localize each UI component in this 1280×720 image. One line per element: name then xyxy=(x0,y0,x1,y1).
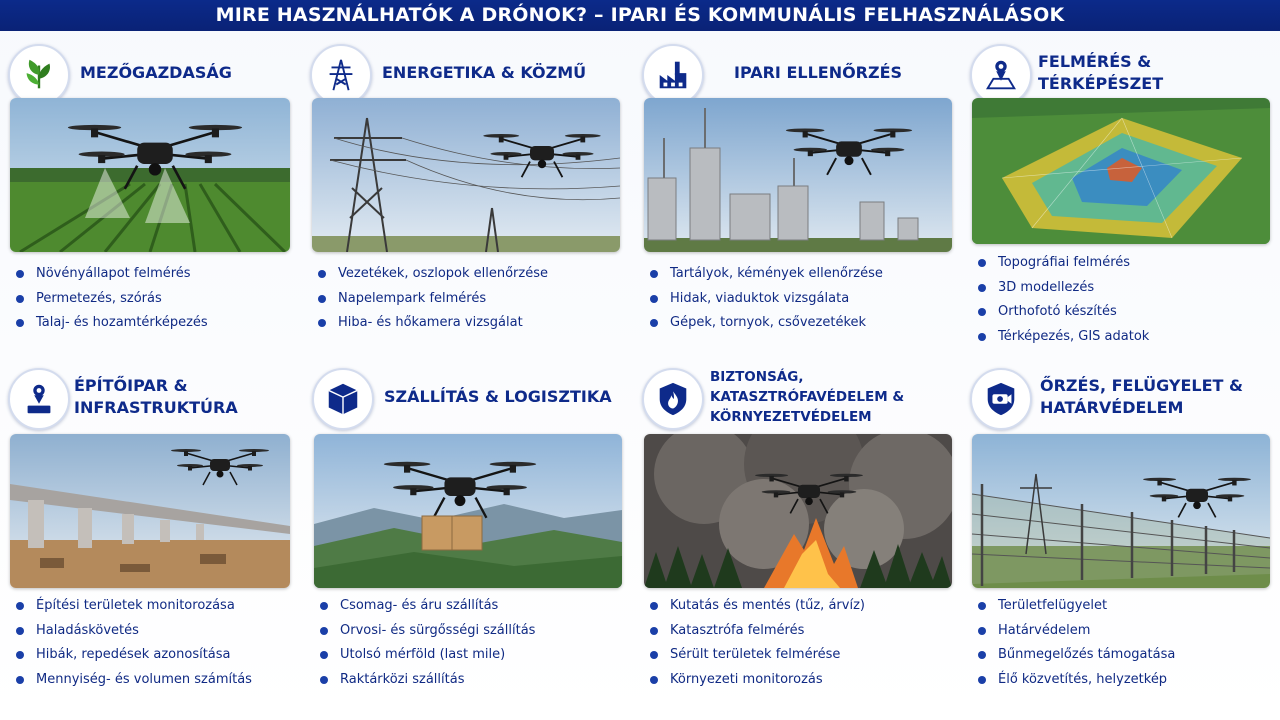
map-pin-icon xyxy=(970,44,1032,106)
card-title: MEZŐGAZDASÁG xyxy=(80,63,232,82)
list-item: Élő közvetítés, helyzetkép xyxy=(976,670,1175,695)
list-item: Mennyiség- és volumen számítás xyxy=(14,670,252,695)
card-title: ŐRZÉS, FELÜGYELET & HATÁRVÉDELEM xyxy=(1040,376,1243,417)
list-item: Területfelügyelet xyxy=(976,596,1175,621)
list-item: Növényállapot felmérés xyxy=(14,264,208,289)
security-camera-icon xyxy=(970,368,1032,430)
list-item: Hibák, repedések azonosítása xyxy=(14,645,252,670)
list-item: Utolsó mérföld (last mile) xyxy=(318,645,535,670)
list-item: Permetezés, szórás xyxy=(14,289,208,314)
list-item: Orvosi- és sürgősségi szállítás xyxy=(318,621,535,646)
list-item: Hidak, viaduktok vizsgálata xyxy=(648,289,883,314)
card-title: SZÁLLÍTÁS & LOGISZTIKA xyxy=(384,387,612,406)
card-title: BIZTONSÁG, KATASZTRÓFAVÉDELEM & KÖRNYEZETVÉDELEM xyxy=(710,369,905,425)
list-item: Haladáskövetés xyxy=(14,621,252,646)
power-line-drone-photo xyxy=(312,98,620,252)
delivery-drone-photo xyxy=(314,434,622,588)
shield-flame-icon xyxy=(642,368,704,430)
list-item: Tartályok, kémények ellenőrzése xyxy=(648,264,883,289)
industrial-plant-drone-photo xyxy=(644,98,952,252)
power-tower-icon xyxy=(310,44,372,106)
card-title: ÉPÍTŐIPAR & INFRASTRUKTÚRA xyxy=(74,376,238,417)
list-item: Csomag- és áru szállítás xyxy=(318,596,535,621)
factory-icon xyxy=(642,44,704,106)
list-item: Környezeti monitorozás xyxy=(648,670,865,695)
list-item: Orthofotó készítés xyxy=(976,302,1149,327)
page-title: MIRE HASZNÁLHATÓK A DRÓNOK? – IPARI ÉS KOMMUNÁLIS FELHASZNÁLÁSOK xyxy=(0,0,1280,31)
leaf-icon xyxy=(8,44,70,106)
list-item: Talaj- és hozamtérképezés xyxy=(14,313,208,338)
list-item: 3D modellezés xyxy=(976,278,1149,303)
list-item: Hiba- és hőkamera vizsgálat xyxy=(316,313,548,338)
border-fence-drone-photo xyxy=(972,434,1270,588)
list-item: Építési területek monitorozása xyxy=(14,596,252,621)
list-item: Raktárközi szállítás xyxy=(318,670,535,695)
card-title: FELMÉRÉS & TÉRKÉPÉSZET xyxy=(1038,52,1164,93)
list-item: Napelempark felmérés xyxy=(316,289,548,314)
card-title: IPARI ELLENŐRZÉS xyxy=(734,63,903,82)
list-item: Sérült területek felmérése xyxy=(648,645,865,670)
list-item: Bűnmegelőzés támogatása xyxy=(976,645,1175,670)
construction-bridge-photo xyxy=(10,434,290,588)
construction-pin-icon xyxy=(8,368,70,430)
list-item: Topográfiai felmérés xyxy=(976,253,1149,278)
wildfire-drone-photo xyxy=(644,434,952,588)
card-title: ENERGETIKA & KÖZMŰ xyxy=(382,63,587,82)
list-item: Vezetékek, oszlopok ellenőrzése xyxy=(316,264,548,289)
list-item: Kutatás és mentés (tűz, árvíz) xyxy=(648,596,865,621)
package-box-icon xyxy=(312,368,374,430)
list-item: Térképezés, GIS adatok xyxy=(976,327,1149,352)
list-item: Katasztrófa felmérés xyxy=(648,621,865,646)
list-item: Határvédelem xyxy=(976,621,1175,646)
list-item: Gépek, tornyok, csővezetékek xyxy=(648,313,883,338)
agriculture-drone-photo xyxy=(10,98,290,252)
mapping-terrain-photo xyxy=(972,98,1270,244)
